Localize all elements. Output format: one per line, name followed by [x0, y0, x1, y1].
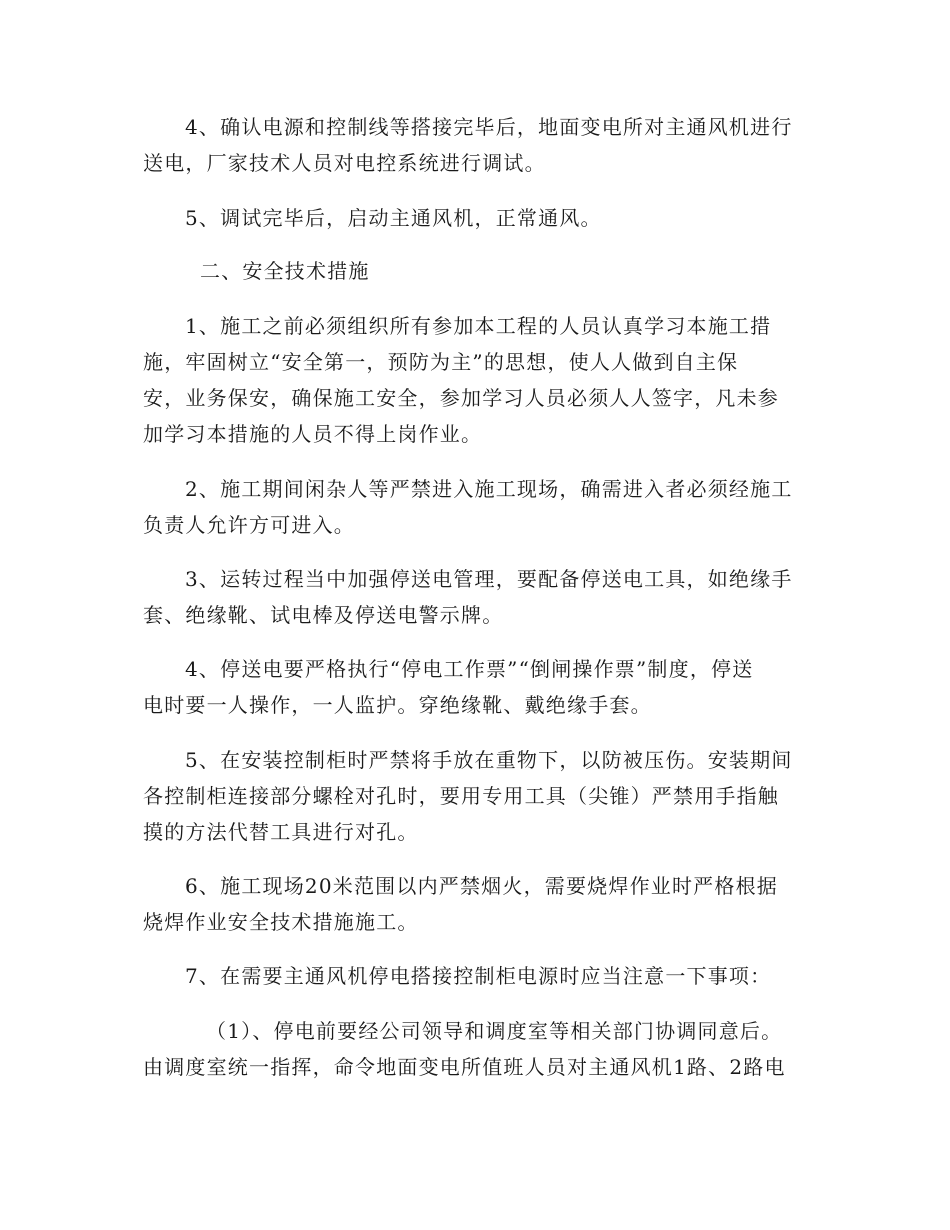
paragraph-line: 摸的方法代替工具进行对孔。: [143, 820, 419, 844]
paragraph-line: 加学习本措施的人员不得上岗作业。: [143, 422, 483, 446]
paragraph-line: 电时要一人操作，一人监护。穿绝缘靴、戴绝缘手套。: [143, 693, 652, 717]
paragraph-line: （1）、停电前要经公司领导和调度室等相关部门协调同意后。: [206, 1019, 783, 1043]
section-heading: 二、安全技术措施: [200, 259, 370, 283]
paragraph-line: 由调度室统一指挥，命令地面变电所值班人员对主通风机1路、2路电: [143, 1055, 786, 1079]
paragraph-line: 各控制柜连接部分螺栓对孔时，要用专用工具（尖锥）严禁用手指触: [143, 784, 779, 808]
paragraph-line: 送电，厂家技术人员对电控系统进行调试。: [143, 151, 546, 175]
paragraph-line: 7、在需要主通风机停电搭接控制柜电源时应当注意一下事项：: [185, 964, 772, 988]
paragraph-line: 烧焊作业安全技术措施施工。: [143, 910, 419, 934]
paragraph-line: 套、绝缘靴、试电棒及停送电警示牌。: [143, 603, 504, 627]
paragraph-line: 4、停送电要严格执行“停电工作票”“倒闸操作票”制度，停送: [185, 657, 754, 681]
paragraph-line: 5、在安装控制柜时严禁将手放在重物下，以防被压伤。安装期间: [185, 748, 793, 772]
paragraph-line: 6、施工现场20米范围以内严禁烟火，需要烧焊作业时严格根据: [185, 874, 778, 898]
paragraph-line: 2、施工期间闲杂人等严禁进入施工现场，确需进入者必须经施工: [185, 477, 793, 501]
paragraph-line: 4、确认电源和控制线等搭接完毕后，地面变电所对主通风机进行: [185, 115, 793, 139]
paragraph-line: 1、施工之前必须组织所有参加本工程的人员认真学习本施工措: [185, 314, 772, 338]
paragraph-line: 3、运转过程当中加强停送电管理，要配备停送电工具，如绝缘手: [185, 567, 793, 591]
paragraph-line: 施，牢固树立“安全第一，预防为主”的思想，使人人做到自主保: [143, 350, 739, 374]
paragraph-line: 安，业务保安，确保施工安全，参加学习人员必须人人签字，凡未参: [143, 386, 779, 410]
paragraph-line: 5、调试完毕后，启动主通风机，正常通风。: [185, 206, 602, 230]
paragraph-line: 负责人允许方可进入。: [143, 513, 355, 537]
